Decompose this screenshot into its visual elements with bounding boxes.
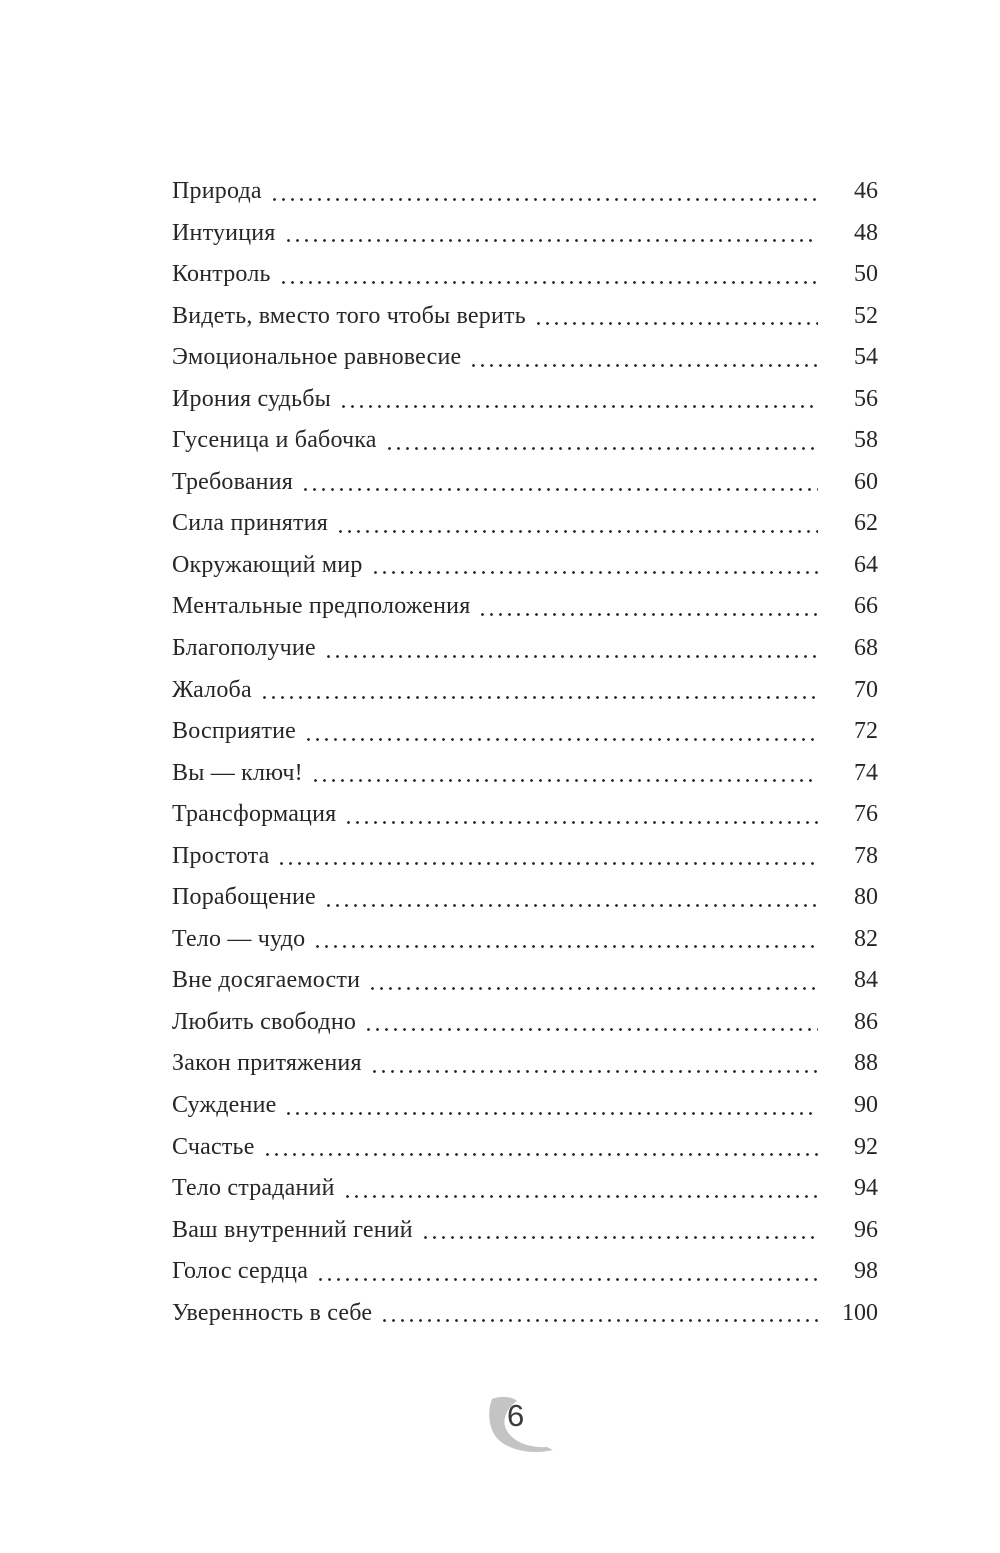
toc-entry [172, 1043, 878, 1085]
toc-entry-page-number: 90 [854, 1092, 878, 1119]
toc-entry-page-number: 74 [854, 759, 878, 786]
toc-entry-title: Интуиция [172, 219, 276, 246]
dot-leader [312, 753, 818, 795]
toc-entry-title: Сила принятия [172, 510, 329, 537]
dot-leader [271, 171, 818, 213]
toc-entry [172, 1002, 878, 1044]
toc-entry-page-number: 58 [854, 427, 878, 454]
toc-entry-page-number: 82 [854, 925, 878, 952]
dot-leader [371, 1043, 818, 1085]
dot-leader [344, 1168, 818, 1210]
toc-entry [172, 1127, 878, 1169]
dot-leader [261, 670, 818, 712]
toc-entry-title: Ирония судьбы [172, 385, 331, 412]
toc-entry [172, 171, 878, 213]
toc-list [172, 171, 878, 1334]
toc-entry-page-number: 76 [854, 801, 878, 828]
dot-leader [314, 919, 818, 961]
toc-entry [172, 586, 878, 628]
toc-entry-title: Закон притяжения [172, 1050, 362, 1077]
toc-entry-title: Гусеница и бабочка [172, 427, 377, 454]
toc-entry [172, 462, 878, 504]
toc-entry-page-number: 84 [854, 967, 878, 994]
toc-entry-page-number: 100 [842, 1299, 878, 1326]
toc-entry [172, 919, 878, 961]
dot-leader [345, 794, 818, 836]
toc-entry [172, 545, 878, 587]
toc-entry-page-number: 60 [854, 468, 878, 495]
toc-entry-page-number: 66 [854, 593, 878, 620]
toc-entry [172, 711, 878, 753]
toc-entry-page-number: 54 [854, 344, 878, 371]
toc-entry [172, 960, 878, 1002]
toc-entry-page-number: 88 [854, 1050, 878, 1077]
dot-leader [340, 379, 818, 421]
toc-entry-page-number: 92 [854, 1133, 878, 1160]
toc-entry [172, 1210, 878, 1252]
dot-leader [337, 503, 818, 545]
dot-leader [372, 545, 818, 587]
toc-entry-page-number: 64 [854, 551, 878, 578]
toc-entry-title: Видеть, вместо того чтобы верить [172, 302, 526, 329]
toc-entry [172, 628, 878, 670]
toc-entry-title: Тело страданий [172, 1175, 335, 1202]
dot-leader [278, 836, 818, 878]
toc-entry-title: Вне досягаемости [172, 967, 361, 994]
dot-leader [305, 711, 818, 753]
dot-leader [479, 586, 818, 628]
toc-entry [172, 836, 878, 878]
toc-entry [172, 670, 878, 712]
toc-entry-title: Тело — чудо [172, 925, 306, 952]
toc-entry [172, 503, 878, 545]
toc-entry [172, 379, 878, 421]
toc-entry [172, 1168, 878, 1210]
dot-leader [535, 296, 818, 338]
toc-entry-title: Ментальные предположения [172, 593, 471, 620]
dot-leader [365, 1002, 818, 1044]
toc-entry [172, 794, 878, 836]
dot-leader [280, 254, 818, 296]
toc-entry [172, 753, 878, 795]
toc-entry-page-number: 46 [854, 178, 878, 204]
toc-entry-title: Требования [172, 468, 294, 495]
toc-entry-title: Благополучие [172, 635, 316, 662]
toc-entry-page-number: 48 [854, 219, 878, 246]
dot-leader [285, 1085, 818, 1127]
dot-leader [369, 960, 818, 1002]
toc-entry [172, 296, 878, 338]
toc-entry-title: Простота [172, 842, 270, 869]
toc-entry-title: Ваш внутренний гений [172, 1216, 413, 1243]
toc-entry-page-number: 78 [854, 842, 878, 869]
toc-entry-title: Восприятие [172, 718, 296, 745]
toc-entry-title: Голос сердца [172, 1258, 309, 1285]
toc-entry [172, 1293, 878, 1335]
toc-entry [172, 420, 878, 462]
toc-entry-page-number: 86 [854, 1008, 878, 1035]
toc-entry-title: Суждение [172, 1092, 277, 1119]
page-footer [483, 1394, 583, 1456]
toc-entry-title: Трансформация [172, 801, 337, 828]
dot-leader [285, 213, 818, 255]
toc-entry-title: Порабощение [172, 884, 316, 911]
toc-entry-title: Природа [172, 178, 262, 204]
dot-leader [325, 877, 818, 919]
toc-entry [172, 877, 878, 919]
dot-leader [470, 337, 818, 379]
toc-entry-title: Жалоба [172, 676, 252, 703]
toc-entry-page-number: 98 [854, 1258, 878, 1285]
toc-entry-page-number: 68 [854, 635, 878, 662]
toc-entry-title: Любить свободно [172, 1008, 357, 1035]
dot-leader [422, 1210, 818, 1252]
toc-entry-page-number: 56 [854, 385, 878, 412]
dot-leader [302, 462, 818, 504]
toc-entry-page-number: 70 [854, 676, 878, 703]
toc-entry-page-number: 80 [854, 884, 878, 911]
dot-leader [381, 1293, 818, 1335]
dot-leader [264, 1127, 818, 1169]
toc-entry-page-number: 52 [854, 302, 878, 329]
toc-entry-title: Эмоциональное равновесие [172, 344, 462, 371]
toc-entry-title: Контроль [172, 261, 271, 288]
toc-entry [172, 1251, 878, 1293]
dot-leader [386, 420, 818, 462]
toc-entry-title: Окружающий мир [172, 551, 363, 578]
dot-leader [317, 1251, 818, 1293]
dot-leader [325, 628, 818, 670]
toc-entry [172, 337, 878, 379]
toc-entry-title: Уверенность в себе [172, 1299, 373, 1326]
toc-entry-page-number: 62 [854, 510, 878, 537]
page-number: 6 [507, 1398, 525, 1433]
toc-entry [172, 213, 878, 255]
toc-entry-title: Счастье [172, 1133, 255, 1160]
toc-entry [172, 1085, 878, 1127]
toc-entry-page-number: 50 [854, 261, 878, 288]
toc-entry-page-number: 72 [854, 718, 878, 745]
toc-entry-title: Вы — ключ! [172, 759, 303, 786]
toc-entry-page-number: 96 [854, 1216, 878, 1243]
toc-entry [172, 254, 878, 296]
toc-entry-page-number: 94 [854, 1175, 878, 1202]
